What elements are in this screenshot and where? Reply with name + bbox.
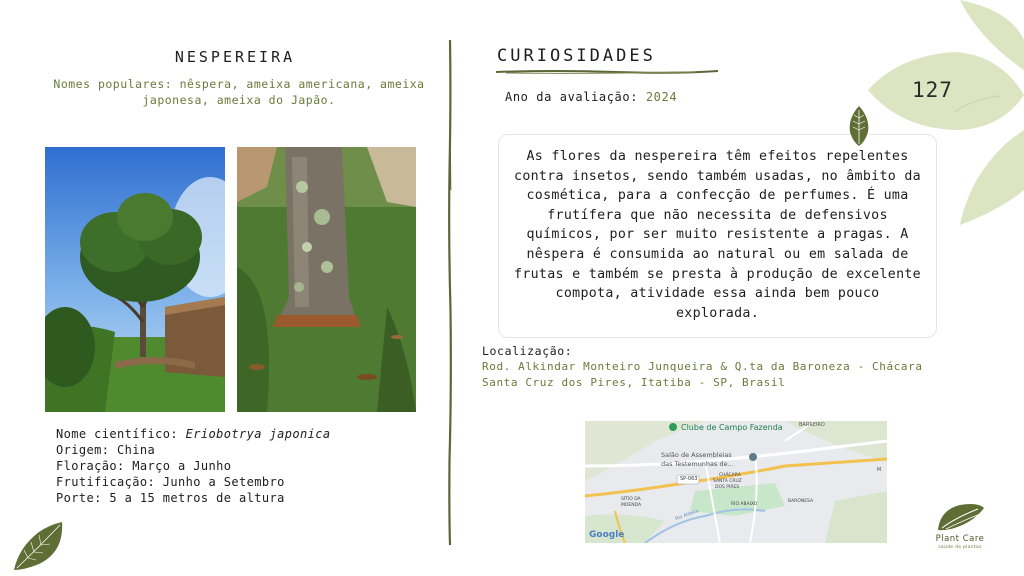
map-label-hall-2: das Testemunhas de... [661, 460, 734, 468]
map-label-barreiro: BARREIRO [799, 422, 825, 428]
column-divider [446, 40, 454, 545]
scientific-name-label: Nome científico: [56, 427, 186, 441]
plant-care-logo [920, 500, 1000, 560]
location-map[interactable] [585, 421, 887, 543]
plant-facts [56, 426, 356, 506]
location-label: Localização: [482, 344, 573, 358]
map-label-river: Rio Atibaia [674, 509, 700, 522]
leaf-icon [848, 106, 870, 146]
page-number: 127 [912, 78, 953, 102]
map-label-club: Clube de Campo Fazenda [681, 423, 783, 432]
plant-title: NESPEREIRA [174, 48, 296, 66]
title-underline [496, 68, 718, 76]
map-label-chacara-1: CHÁCARA [719, 473, 741, 478]
map-label-edge: M [877, 467, 882, 473]
logo-leaf-icon [920, 500, 1000, 534]
map-label-hall-1: Salão de Assembleias [661, 451, 732, 459]
scientific-name-row [56, 426, 356, 442]
evaluation-year [505, 90, 677, 104]
fruiting: Frutificação: Junho a Setembro [56, 475, 285, 489]
map-label-sitio-1: SÍTIO DA [621, 497, 641, 502]
leaf-icon-bottom [14, 522, 64, 570]
curiosities-text: As flores da nespereira têm efeitos repelentes contra insetos, sendo também usadas, no âmbito da cosmética, para a confecção de perfumes. É uma frutífera que não necessita de defensivos químicos, por ser muito resistente a pragas. A nêspera é consumida ao natural ou em salada de frutas e também se presta à produção de excelente compota, atividade essa ainda bem pouco explorada. [514, 149, 921, 321]
map-label-chacara-2: SANTA CRUZ [713, 479, 742, 484]
tree-photo [45, 147, 225, 412]
trunk-photo [237, 147, 416, 412]
logo-name: Plant Care [935, 534, 985, 544]
map-label-chacara-3: DOS PIRES [715, 485, 740, 490]
popular-names: Nomes populares: nêspera, ameixa americana, ameixa japonesa, ameixa do Japão. [53, 77, 425, 107]
size: Porte: 5 a 15 metros de altura [56, 491, 285, 505]
year-label: Ano da avaliação: [505, 90, 646, 104]
map-label-sitio-2: MOENDA [621, 503, 642, 508]
decorative-leaves [860, 0, 1024, 225]
scientific-name: Eriobotrya japonica [185, 427, 331, 441]
origin: Origem: China [56, 443, 156, 457]
location-value: Rod. Alkindar Monteiro Junqueira & Q.ta da Baroneza - Chácara Santa Cruz dos Pires, Itatiba - SP, Brasil [482, 360, 923, 389]
map-label-baronesa: BARONESA [788, 499, 814, 504]
google-logo: Google [589, 530, 625, 540]
year-value: 2024 [645, 90, 678, 104]
curiosities-title: CURIOSIDADES [497, 46, 656, 66]
logo-tagline: saúde de plantas [938, 545, 982, 550]
flowering: Floração: Março a Junho [56, 459, 232, 473]
map-label-road: SP-063 [680, 476, 698, 482]
map-label-rio-abaixo: RIO ABAIXO [731, 502, 758, 507]
